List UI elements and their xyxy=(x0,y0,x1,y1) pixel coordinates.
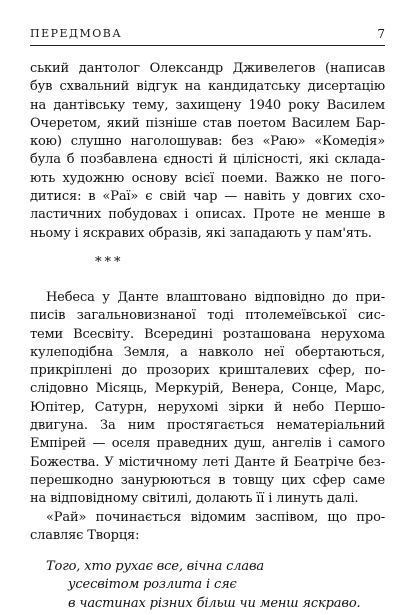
text-line: кулеподібна Земля, а навколо неї обертаються, xyxy=(30,344,385,360)
text-line: теми Всесвіту. Всередині розташована нерухома xyxy=(30,326,385,342)
text-line: «Рай» починається відомим заспівом, що про- xyxy=(46,509,385,525)
text-line: на відповідному світилі, долають її і линуть далі. xyxy=(30,491,359,507)
body-text xyxy=(30,60,385,613)
paragraph-3 xyxy=(30,509,385,546)
text-line: писів загальновизнаної тоді птолемеївської сис- xyxy=(30,308,385,324)
text-line: ластичних побудовах і описах. Проте не менше в xyxy=(30,207,385,223)
text-line: перешкодно занурюються в товщу цих сфер саме xyxy=(30,472,385,488)
text-line: слідовно Місяць, Меркурій, Венера, Сонце, Марс, xyxy=(30,381,385,397)
verse-line: усесвітом розлита і сяє xyxy=(68,577,237,593)
text-line: ньому і яскравих образів, які западають у пам'ять. xyxy=(30,225,372,241)
text-line: Божества. У містичному леті Данте й Беатріче без- xyxy=(30,454,385,470)
text-line: Емпірей — оселя праведних душ, ангелів і самого xyxy=(30,436,385,452)
text-line: Юпітер, Сатурн, нерухомі зірки й небо Першо- xyxy=(30,399,385,415)
text-line: ський дантолог Олександр Дживелегов (написав xyxy=(30,61,385,76)
page-number: 7 xyxy=(377,27,385,41)
text-line: двигуна. За ним простягається нематеріальний xyxy=(30,418,385,434)
text-line: кою) слушно наголошував: без «Раю» «Комедія» xyxy=(30,134,385,150)
text-line: прикріплені до прозорих кришталевих сфер, по- xyxy=(30,363,385,379)
text-line: на дантівську тему, захищену 1940 року Василем xyxy=(30,97,385,113)
verse-line: Того, хто рухає все, вічна слава xyxy=(46,559,265,575)
header-rule xyxy=(30,45,385,46)
section-gap xyxy=(30,278,385,289)
text-line: була б позбавлена єдності й цілісності, які склада- xyxy=(30,152,385,168)
running-head: ПЕРЕДМОВА xyxy=(30,27,123,40)
verse-quote xyxy=(30,558,385,613)
paragraph-2 xyxy=(30,289,385,509)
section-gap xyxy=(30,243,385,254)
text-line: Небеса у Данте влаштовано відповідно до при- xyxy=(46,289,385,305)
text-line: славляє Творця: xyxy=(30,527,140,543)
section-separator: *** xyxy=(95,254,124,270)
verse-line: в частинах різних більш чи менш яскраво. xyxy=(68,595,361,611)
text-line: Очеретом, який пізніше став поетом Василем Бар- xyxy=(30,115,385,131)
text-line: був схвальний відгук на кандидатську дисертацію xyxy=(30,79,385,95)
text-line: дитися: в «Раї» є свій чар — навіть у довгих схо- xyxy=(30,189,385,205)
text-line: ють художню основу всієї поеми. Важко не пого- xyxy=(30,170,385,186)
paragraph-1 xyxy=(30,60,385,243)
